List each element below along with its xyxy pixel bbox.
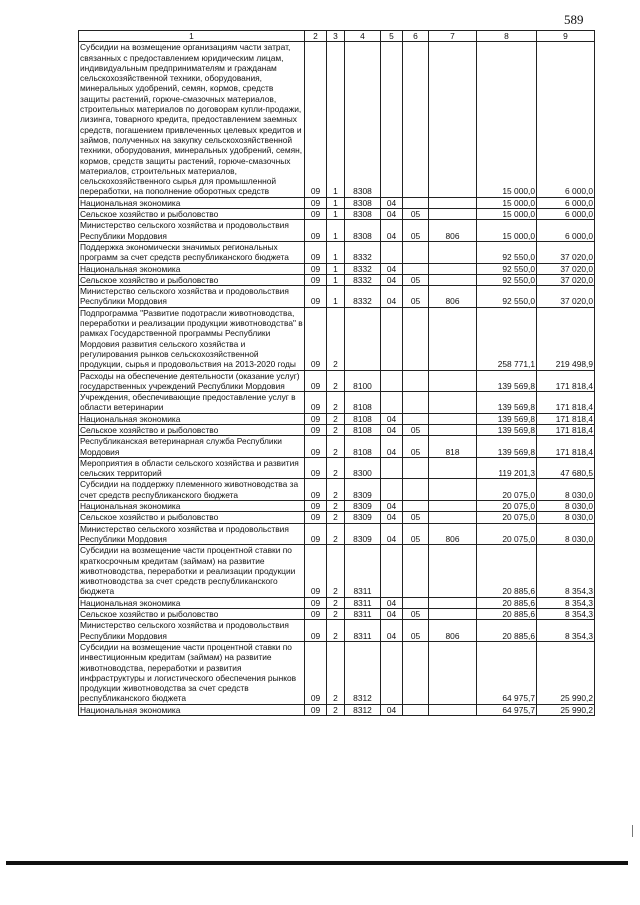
- row-description: Субсидии на возмещение части процентной ставки по краткосрочным кредитам (займам) на развитие животноводства, переработки и реализации продукции животноводства за счет средств республиканского бюджета: [79, 545, 305, 597]
- cell-col-3: 2: [327, 457, 345, 479]
- row-description: Субсидии на возмещение организациям части затрат, связанных с предоставлением юридическим лицам, индивидуальным предпринимателям и гражданам сельскохозяйственной техники, оборудования, минеральных удобрений, семян, кормов, средств защиты растений, горюче-смазочных материалов, строительных материалов по договорам купли-продажи, лизинга, товарного кредита, предоставлением заемных средств, погашением привлеченных целевых кредитов и займов, полученных на закупку сельскохозяйственной техники, оборудования, минеральных удобрений, семян, кормов, средств защиты растений, горюче-смазочных материалов, строительных материалов, сельскохозяйственного сырья для промышленной переработки, на пополнение оборотных средств: [79, 42, 305, 197]
- cell-col-6: [403, 641, 429, 704]
- cell-col-7: [429, 424, 477, 435]
- row-description: Учреждения, обеспечивающие предоставление услуг в области ветеринарии: [79, 392, 305, 414]
- cell-col-9: 8 030,0: [537, 523, 595, 545]
- cell-col-7: [429, 370, 477, 392]
- row-description: Национальная экономика: [79, 197, 305, 208]
- cell-col-7: [429, 479, 477, 501]
- cell-col-2: 09: [305, 220, 327, 242]
- row-description: Субсидии на возмещение части процентной ставки по инвестиционным кредитам (займам) на развитие животноводства, переработки и развития инфраструктуры и логистического обеспечения рынков продукции животноводства за счет средств республиканского бюджета: [79, 641, 305, 704]
- cell-col-6: [403, 370, 429, 392]
- cell-col-3: 2: [327, 424, 345, 435]
- cell-col-3: 1: [327, 286, 345, 308]
- cell-col-6: [403, 241, 429, 263]
- table-row: [79, 609, 595, 620]
- cell-col-4: 8332: [345, 286, 381, 308]
- cell-col-6: [403, 457, 429, 479]
- cell-col-9: 219 498,9: [537, 307, 595, 370]
- cell-col-4: [345, 307, 381, 370]
- cell-col-7: [429, 197, 477, 208]
- cell-col-8: 20 885,6: [477, 609, 537, 620]
- cell-col-7: 818: [429, 436, 477, 458]
- column-header: 8: [477, 31, 537, 42]
- cell-col-5: 04: [381, 286, 403, 308]
- cell-col-2: 09: [305, 241, 327, 263]
- cell-col-5: 04: [381, 704, 403, 715]
- cell-col-5: 04: [381, 512, 403, 523]
- cell-col-8: 20 075,0: [477, 512, 537, 523]
- table-row: [79, 42, 595, 197]
- table-row: [79, 512, 595, 523]
- cell-col-3: 2: [327, 545, 345, 597]
- cell-col-8: 139 569,8: [477, 370, 537, 392]
- cell-col-8: 119 201,3: [477, 457, 537, 479]
- table-row: [79, 479, 595, 501]
- cell-col-6: 05: [403, 220, 429, 242]
- cell-col-2: 09: [305, 307, 327, 370]
- cell-col-4: 8332: [345, 241, 381, 263]
- cell-col-5: 04: [381, 620, 403, 642]
- cell-col-7: [429, 501, 477, 512]
- cell-col-9: 8 030,0: [537, 512, 595, 523]
- cell-col-5: [381, 241, 403, 263]
- cell-col-9: 171 818,4: [537, 392, 595, 414]
- cell-col-4: 8312: [345, 641, 381, 704]
- table-body: [79, 42, 595, 716]
- cell-col-2: 09: [305, 641, 327, 704]
- cell-col-2: 09: [305, 545, 327, 597]
- column-header: 5: [381, 31, 403, 42]
- cell-col-2: 09: [305, 597, 327, 608]
- cell-col-2: 09: [305, 286, 327, 308]
- cell-col-3: 2: [327, 307, 345, 370]
- cell-col-6: [403, 597, 429, 608]
- cell-col-4: 8312: [345, 704, 381, 715]
- table-row: [79, 370, 595, 392]
- table-row: [79, 307, 595, 370]
- cell-col-5: [381, 392, 403, 414]
- cell-col-5: 04: [381, 597, 403, 608]
- cell-col-7: [429, 392, 477, 414]
- cell-col-8: 20 075,0: [477, 523, 537, 545]
- row-description: Министерство сельского хозяйства и продовольствия Республики Мордовия: [79, 220, 305, 242]
- cell-col-6: [403, 307, 429, 370]
- cell-col-9: 6 000,0: [537, 209, 595, 220]
- table-row: [79, 501, 595, 512]
- row-description: Поддержка экономически значимых региональных программ за счет средств республиканского бюджета: [79, 241, 305, 263]
- cell-col-2: 09: [305, 42, 327, 197]
- cell-col-9: 171 818,4: [537, 424, 595, 435]
- cell-col-6: [403, 197, 429, 208]
- table-row: [79, 704, 595, 715]
- cell-col-9: 25 990,2: [537, 704, 595, 715]
- cell-col-5: 04: [381, 501, 403, 512]
- cell-col-6: 05: [403, 424, 429, 435]
- table-row: [79, 197, 595, 208]
- cell-col-3: 2: [327, 392, 345, 414]
- cell-col-3: 2: [327, 597, 345, 608]
- cell-col-7: [429, 413, 477, 424]
- cell-col-6: 05: [403, 523, 429, 545]
- table-row: [79, 597, 595, 608]
- cell-col-9: 47 680,5: [537, 457, 595, 479]
- row-description: Сельское хозяйство и рыболовство: [79, 274, 305, 285]
- row-description: Сельское хозяйство и рыболовство: [79, 512, 305, 523]
- cell-col-9: 171 818,4: [537, 436, 595, 458]
- cell-col-8: 92 550,0: [477, 286, 537, 308]
- row-description: Сельское хозяйство и рыболовство: [79, 209, 305, 220]
- cell-col-2: 09: [305, 704, 327, 715]
- row-description: Национальная экономика: [79, 413, 305, 424]
- cell-col-4: 8311: [345, 545, 381, 597]
- cell-col-5: [381, 42, 403, 197]
- table-row: [79, 392, 595, 414]
- cell-col-7: [429, 704, 477, 715]
- table-row: [79, 523, 595, 545]
- cell-col-7: [429, 209, 477, 220]
- cell-col-6: 05: [403, 609, 429, 620]
- cell-col-9: 6 000,0: [537, 197, 595, 208]
- cell-col-9: 171 818,4: [537, 370, 595, 392]
- page-number: 589: [564, 12, 584, 27]
- cell-col-5: [381, 641, 403, 704]
- row-description: Национальная экономика: [79, 704, 305, 715]
- cell-col-7: [429, 42, 477, 197]
- cell-col-4: 8309: [345, 523, 381, 545]
- cell-col-2: 09: [305, 457, 327, 479]
- row-description: Мероприятия в области сельского хозяйства и развития сельских территорий: [79, 457, 305, 479]
- table-row: [79, 274, 595, 285]
- cell-col-2: 09: [305, 501, 327, 512]
- cell-col-2: 09: [305, 512, 327, 523]
- cell-col-4: 8332: [345, 263, 381, 274]
- page-bottom-rule: [6, 861, 628, 865]
- cell-col-3: 2: [327, 479, 345, 501]
- column-header: 9: [537, 31, 595, 42]
- row-description: Сельское хозяйство и рыболовство: [79, 424, 305, 435]
- scan-edge-mark: [632, 825, 633, 837]
- cell-col-5: 04: [381, 436, 403, 458]
- cell-col-9: 8 354,3: [537, 545, 595, 597]
- row-description: Подпрограмма "Развитие подотрасли животноводства, переработки и реализации продукции животноводства" в рамках Государственной программы Республики Мордовия развития сельского хозяйства и регулирования рынков сельскохозяйственной продукции, сырья и продовольствия на 2013-2020 годы: [80, 307, 303, 370]
- cell-col-4: 8108: [345, 392, 381, 414]
- cell-col-7: 806: [429, 523, 477, 545]
- cell-col-3: 1: [327, 274, 345, 285]
- cell-col-4: 8308: [345, 220, 381, 242]
- table-row: [79, 209, 595, 220]
- cell-col-7: [429, 597, 477, 608]
- table-row: [79, 241, 595, 263]
- cell-col-9: 171 818,4: [537, 413, 595, 424]
- cell-col-2: 09: [305, 209, 327, 220]
- cell-col-9: 8 030,0: [537, 479, 595, 501]
- cell-col-4: 8100: [345, 370, 381, 392]
- cell-col-5: 04: [381, 424, 403, 435]
- cell-col-4: 8311: [345, 597, 381, 608]
- cell-col-5: 04: [381, 197, 403, 208]
- cell-col-3: 2: [327, 641, 345, 704]
- cell-col-3: 1: [327, 42, 345, 197]
- cell-col-8: 92 550,0: [477, 274, 537, 285]
- cell-col-9: 8 354,3: [537, 620, 595, 642]
- table-row: [79, 457, 595, 479]
- cell-col-8: 139 569,8: [477, 413, 537, 424]
- cell-col-7: 806: [429, 220, 477, 242]
- cell-col-2: 09: [305, 523, 327, 545]
- cell-col-6: 05: [403, 512, 429, 523]
- cell-col-3: 2: [327, 523, 345, 545]
- cell-col-6: [403, 392, 429, 414]
- cell-col-9: 37 020,0: [537, 286, 595, 308]
- table-row: [79, 286, 595, 308]
- cell-col-3: 2: [327, 436, 345, 458]
- cell-col-4: 8108: [345, 424, 381, 435]
- cell-col-2: 09: [305, 197, 327, 208]
- cell-col-8: 20 885,6: [477, 545, 537, 597]
- row-description: Расходы на обеспечение деятельности (оказание услуг) государственных учреждений Республики Мордовия: [79, 370, 305, 392]
- cell-col-9: 8 030,0: [537, 501, 595, 512]
- budget-table: [78, 30, 595, 716]
- cell-col-8: 20 075,0: [477, 479, 537, 501]
- cell-col-5: [381, 307, 403, 370]
- cell-col-5: [381, 370, 403, 392]
- cell-col-3: 1: [327, 209, 345, 220]
- cell-col-4: 8108: [345, 436, 381, 458]
- cell-col-2: 09: [305, 620, 327, 642]
- table-row: [79, 424, 595, 435]
- cell-col-4: 8108: [345, 413, 381, 424]
- cell-col-8: 92 550,0: [477, 263, 537, 274]
- cell-col-3: 1: [327, 263, 345, 274]
- cell-col-9: 8 354,3: [537, 609, 595, 620]
- cell-col-8: 139 569,8: [477, 436, 537, 458]
- row-description: Национальная экономика: [79, 501, 305, 512]
- cell-col-7: [429, 457, 477, 479]
- cell-col-8: 92 550,0: [477, 241, 537, 263]
- cell-col-4: 8309: [345, 512, 381, 523]
- cell-col-7: [429, 641, 477, 704]
- row-description: Субсидии на поддержку племенного животноводства за счет средств республиканского бюджета: [79, 479, 305, 501]
- cell-col-9: 6 000,0: [537, 42, 595, 197]
- cell-col-5: 04: [381, 274, 403, 285]
- row-description: Министерство сельского хозяйства и продовольствия Республики Мордовия: [79, 620, 305, 642]
- cell-col-4: 8311: [345, 609, 381, 620]
- cell-col-2: 09: [305, 424, 327, 435]
- row-description: Национальная экономика: [79, 597, 305, 608]
- cell-col-8: 20 885,6: [477, 620, 537, 642]
- cell-col-3: 2: [327, 501, 345, 512]
- cell-col-5: [381, 545, 403, 597]
- cell-col-6: [403, 263, 429, 274]
- cell-col-6: [403, 413, 429, 424]
- cell-col-6: [403, 42, 429, 197]
- cell-col-8: 20 885,6: [477, 597, 537, 608]
- table-row: [79, 263, 595, 274]
- cell-col-3: 1: [327, 241, 345, 263]
- table-header-row: [79, 31, 595, 42]
- cell-col-9: 37 020,0: [537, 241, 595, 263]
- row-description: Министерство сельского хозяйства и продовольствия Республики Мордовия: [79, 286, 305, 308]
- row-description: Сельское хозяйство и рыболовство: [79, 609, 305, 620]
- cell-col-5: 04: [381, 209, 403, 220]
- cell-col-4: 8308: [345, 197, 381, 208]
- cell-col-5: 04: [381, 523, 403, 545]
- table-row: [79, 620, 595, 642]
- table-row: [79, 436, 595, 458]
- cell-col-6: [403, 545, 429, 597]
- cell-col-5: 04: [381, 413, 403, 424]
- cell-col-3: 2: [327, 620, 345, 642]
- cell-col-5: [381, 457, 403, 479]
- cell-col-2: 09: [305, 370, 327, 392]
- cell-col-7: [429, 609, 477, 620]
- cell-col-7: [429, 512, 477, 523]
- cell-col-2: 09: [305, 263, 327, 274]
- cell-col-8: 15 000,0: [477, 220, 537, 242]
- cell-col-3: 2: [327, 512, 345, 523]
- cell-col-3: 2: [327, 609, 345, 620]
- cell-col-6: 05: [403, 436, 429, 458]
- cell-col-9: 37 020,0: [537, 263, 595, 274]
- cell-col-7: 806: [429, 286, 477, 308]
- column-header: 4: [345, 31, 381, 42]
- cell-col-9: 6 000,0: [537, 220, 595, 242]
- cell-col-4: 8308: [345, 209, 381, 220]
- cell-col-6: 05: [403, 209, 429, 220]
- cell-col-4: 8309: [345, 479, 381, 501]
- column-header: 7: [429, 31, 477, 42]
- cell-col-8: 15 000,0: [477, 209, 537, 220]
- cell-col-4: 8300: [345, 457, 381, 479]
- cell-col-9: 8 354,3: [537, 597, 595, 608]
- cell-col-9: 37 020,0: [537, 274, 595, 285]
- cell-col-6: 05: [403, 620, 429, 642]
- cell-col-3: 2: [327, 704, 345, 715]
- cell-col-8: 139 569,8: [477, 392, 537, 414]
- table-row: [79, 545, 595, 597]
- cell-col-5: 04: [381, 220, 403, 242]
- cell-col-8: 20 075,0: [477, 501, 537, 512]
- cell-col-3: 2: [327, 370, 345, 392]
- cell-col-5: 04: [381, 609, 403, 620]
- cell-col-9: 25 990,2: [537, 641, 595, 704]
- cell-col-2: 09: [305, 479, 327, 501]
- cell-col-6: 05: [403, 286, 429, 308]
- cell-col-7: [429, 545, 477, 597]
- table-row: [79, 220, 595, 242]
- cell-col-4: 8311: [345, 620, 381, 642]
- row-description: Республиканская ветеринарная служба Республики Мордовия: [79, 436, 305, 458]
- cell-col-5: 04: [381, 263, 403, 274]
- cell-col-7: [429, 263, 477, 274]
- cell-col-8: 64 975,7: [477, 704, 537, 715]
- cell-col-6: [403, 704, 429, 715]
- row-description: Национальная экономика: [79, 263, 305, 274]
- cell-col-5: [381, 479, 403, 501]
- cell-col-8: 258 771,1: [477, 307, 537, 370]
- row-description: Министерство сельского хозяйства и продовольствия Республики Мордовия: [79, 523, 305, 545]
- cell-col-8: 15 000,0: [477, 42, 537, 197]
- cell-col-2: 09: [305, 436, 327, 458]
- cell-col-4: 8308: [345, 42, 381, 197]
- column-header: 3: [327, 31, 345, 42]
- cell-col-4: 8309: [345, 501, 381, 512]
- table-row: [79, 641, 595, 704]
- cell-col-3: 1: [327, 197, 345, 208]
- cell-col-7: [429, 241, 477, 263]
- cell-col-8: 15 000,0: [477, 197, 537, 208]
- column-header: 6: [403, 31, 429, 42]
- cell-col-2: 09: [305, 609, 327, 620]
- cell-col-2: 09: [305, 274, 327, 285]
- cell-col-2: 09: [305, 413, 327, 424]
- cell-col-7: [429, 274, 477, 285]
- column-header: 2: [305, 31, 327, 42]
- cell-col-3: 2: [327, 413, 345, 424]
- cell-col-6: [403, 479, 429, 501]
- cell-col-7: [429, 307, 477, 370]
- cell-col-6: 05: [403, 274, 429, 285]
- column-header: 1: [79, 31, 305, 42]
- cell-col-7: 806: [429, 620, 477, 642]
- table-row: [79, 413, 595, 424]
- cell-col-3: 1: [327, 220, 345, 242]
- cell-col-8: 139 569,8: [477, 424, 537, 435]
- cell-col-4: 8332: [345, 274, 381, 285]
- cell-col-2: 09: [305, 392, 327, 414]
- cell-col-8: 64 975,7: [477, 641, 537, 704]
- cell-col-6: [403, 501, 429, 512]
